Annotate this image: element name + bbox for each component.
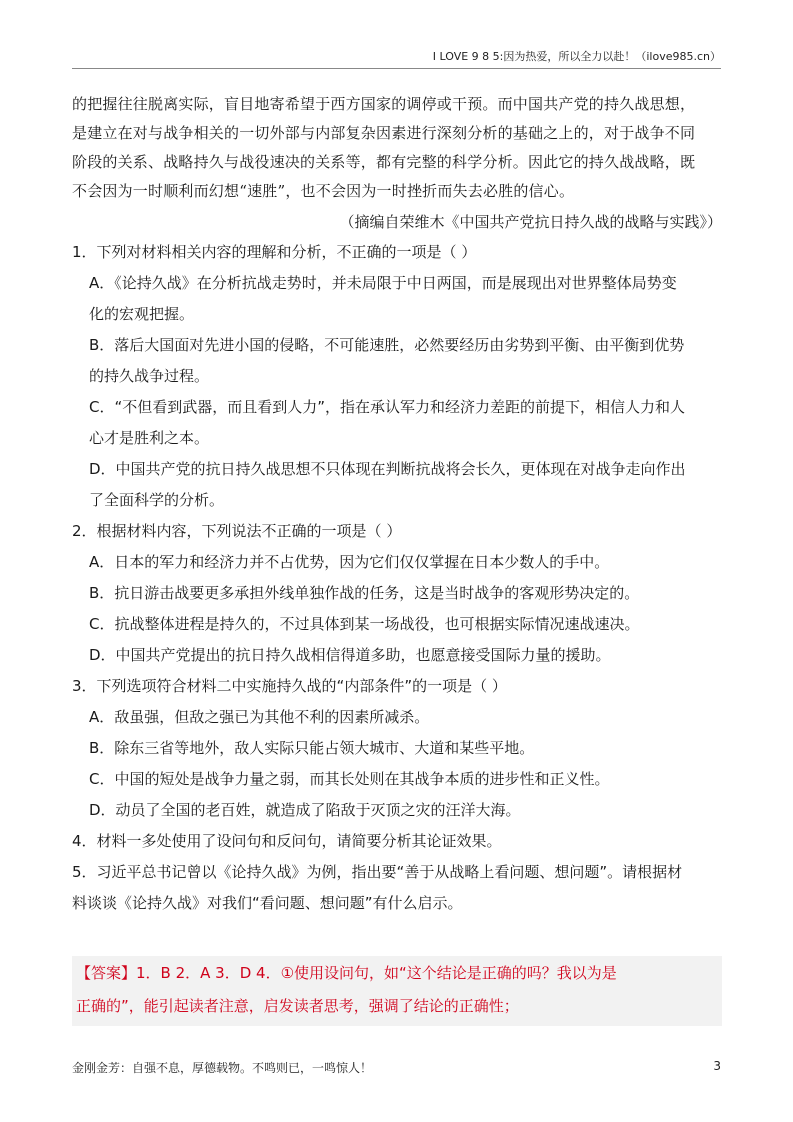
page-header: I LOVE 9 8 5:因为热爱，所以全力以赴！（ilove985.cn） — [432, 50, 721, 63]
question-stem: 3．下列选项符合材料二中实施持久战的“内部条件”的一项是（ ） — [72, 677, 507, 695]
question-3 — [72, 671, 722, 826]
answer-line: 【答案】1．B 2．A 3．D 4．①使用设问句，如“这个结论是正确的吗？我以为是 — [76, 964, 617, 982]
answer-box — [72, 956, 722, 1026]
header-divider — [72, 68, 721, 69]
option-line: A．《论持久战》在分析抗战走势时，并未局限于中日两国，而是展现出对世界整体局势变 — [89, 274, 677, 292]
option-line: B．抗日游击战要更多承担外线单独作战的任务，这是当时战争的客观形势决定的。 — [89, 584, 640, 602]
option-line: D．动员了全国的老百姓，就造成了陷敌于灭顶之灾的汪洋大海。 — [89, 801, 521, 819]
question-1 — [72, 237, 722, 516]
page-content — [72, 90, 722, 919]
option-line: 化的宏观把握。 — [89, 305, 195, 323]
option-line: 了全面科学的分析。 — [89, 491, 225, 509]
answer-line: 正确的”，能引起读者注意，启发读者思考，强调了结论的正确性； — [76, 997, 519, 1015]
option-line: 心才是胜利之本。 — [89, 429, 210, 447]
question-stem: 1．下列对材料相关内容的理解和分析，不正确的一项是（ ） — [72, 243, 477, 261]
passage-line: 是建立在对与战争相关的一切外部与内部复杂因素进行深刻分析的基础之上的，对于战争不同 — [72, 124, 696, 142]
passage-line: 不会因为一时顺利而幻想“速胜”，也不会因为一时挫折而失去必胜的信心。 — [72, 182, 575, 200]
passage-line: 的把握往往脱离实际，盲目地寄希望于西方国家的调停或干预。而中国共产党的持久战思想， — [72, 95, 696, 113]
question-stem: 5．习近平总书记曾以《论持久战》为例，指出要“善于从战略上看问题、想问题”。请根据材 — [72, 863, 683, 881]
passage-source: （摘编自荣维木《中国共产党抗日持久战的战略与实践》） — [339, 213, 722, 231]
question-4 — [72, 826, 722, 857]
passage-line: 阶段的关系、战略持久与战役速决的关系等，都有完整的科学分析。因此它的持久战战略，既 — [72, 153, 696, 171]
question-stem: 2．根据材料内容，下列说法不正确的一项是（ ） — [72, 522, 402, 540]
page-number: 3 — [713, 1059, 721, 1073]
option-line: C．抗战整体进程是持久的，不过具体到某一场战役，也可根据实际情况速战速决。 — [89, 615, 640, 633]
footer-motto: 金刚金芳：自强不息，厚德载物。不鸣则已，一鸣惊人！ — [72, 1061, 373, 1075]
option-line: D．中国共产党的抗日持久战思想不只体现在判断抗战将会长久，更体现在对战争走向作出 — [89, 460, 686, 478]
option-line: 的持久战争过程。 — [89, 367, 210, 385]
option-line: B．除东三省等地外，敌人实际只能占领大城市、大道和某些平地。 — [89, 739, 535, 757]
question-stem: 4．材料一多处使用了设问句和反问句，请简要分析其论证效果。 — [72, 832, 502, 850]
page-footer — [72, 1059, 721, 1076]
option-line: C．“不但看到武器，而且看到人力”，指在承认军力和经济力差距的前提下，相信人力和人 — [89, 398, 686, 416]
option-line: A．日本的军力和经济力并不占优势，因为它们仅仅掌握在日本少数人的手中。 — [89, 553, 610, 571]
option-line: C．中国的短处是战争力量之弱，而其长处则在其战争本质的进步性和正义性。 — [89, 770, 610, 788]
question-2 — [72, 516, 722, 671]
question-5 — [72, 857, 722, 919]
passage — [72, 90, 722, 237]
option-line: D．中国共产党提出的抗日持久战相信得道多助，也愿意接受国际力量的援助。 — [89, 646, 611, 664]
option-line: B．落后大国面对先进小国的侵略，不可能速胜，必然要经历由劣势到平衡、由平衡到优势 — [89, 336, 685, 354]
option-line: A．敌虽强，但敌之强已为其他不利的因素所减杀。 — [89, 708, 430, 726]
question-stem-continued: 料谈谈《论持久战》对我们“看问题、想问题”有什么启示。 — [72, 894, 463, 912]
